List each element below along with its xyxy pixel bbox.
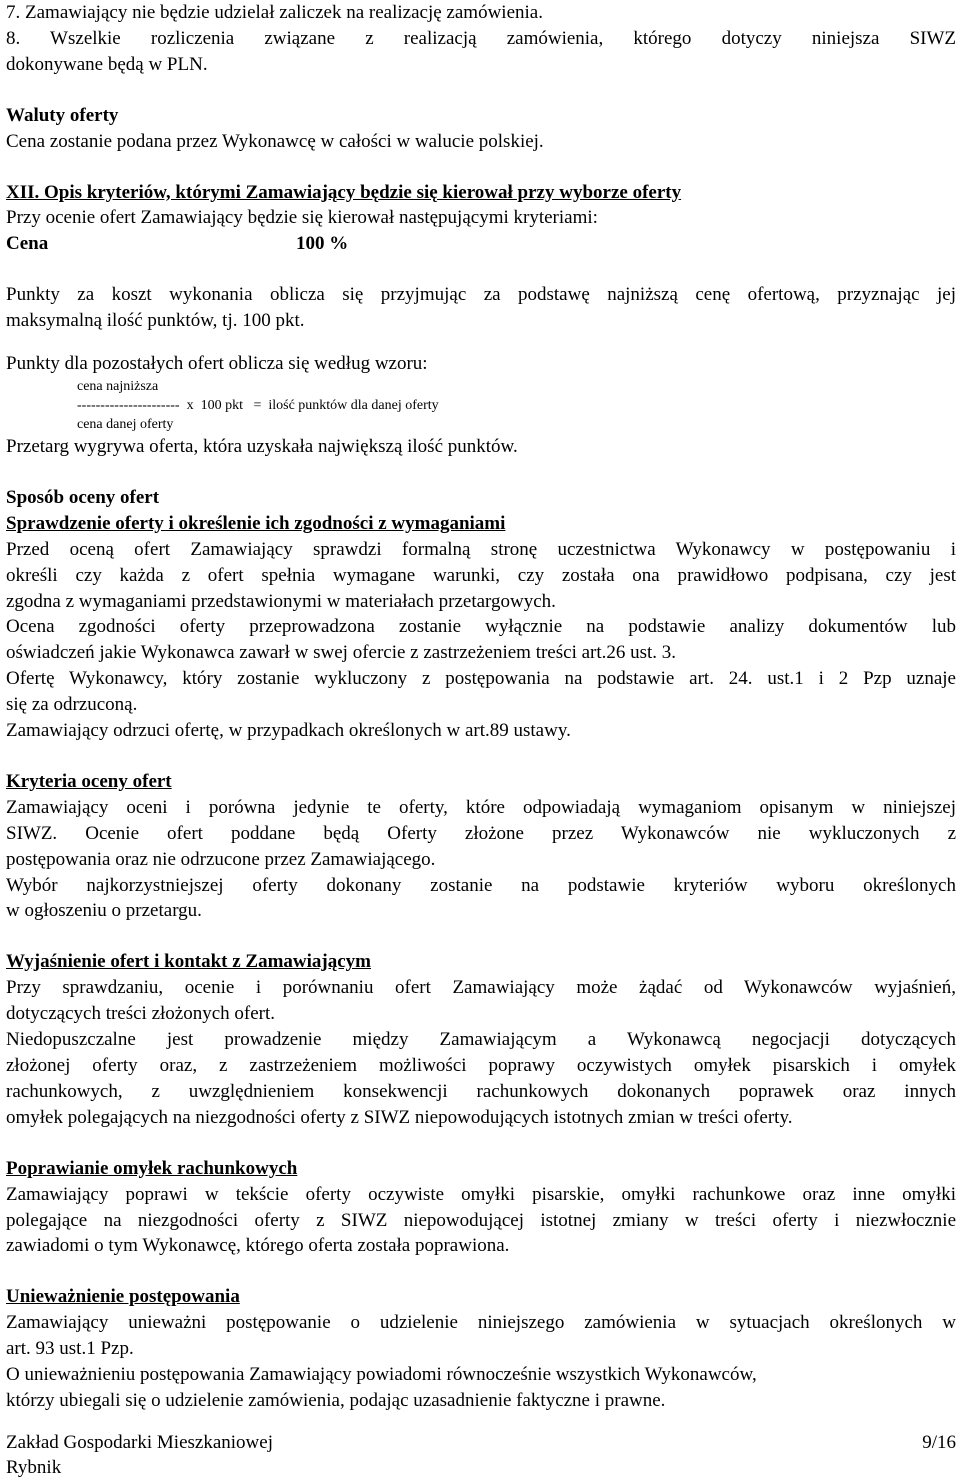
points-formula [6,377,956,434]
wyjasnienie-p2-line1: Niedopuszczalne jest prowadzenie między Zamawiającym a Wykonawcą negocjacji dotyczących [6,1029,956,1051]
sposob-p1-line2: określi czy każda z ofert spełnia wymagane warunki, czy została ona prawidłowo podpisana, czy jest [6,564,956,586]
wyjasnienie-p2-line3: rachunkowych, z uwzględnieniem konsekwencji rachunkowych dokonanych poprawek oraz innych [6,1080,956,1102]
kryteria-p1-line1: Zamawiający oceni i porówna jedynie te oferty, które odpowiadają wymaganiom opisanym w niniejszej [6,796,956,818]
waluty-heading: Waluty oferty [6,104,119,126]
formula-numerator: cena najniższa [77,378,159,394]
kryteria-p2-line2: w ogłoszeniu o przetargu. [6,900,202,922]
item-7: 7. Zamawiający nie będzie udzielał zaliczek na realizację zamówienia. [6,2,543,23]
criteria-intro: Przy ocenie ofert Zamawiający będzie się kierował następującymi kryteriami: [6,207,598,229]
wyjasnienie-p1-line1: Przy sprawdzaniu, ocenie i porównaniu ofert Zamawiający może żądać od Wykonawców wyjaśnień, [6,977,956,999]
section-12-heading: XII. Opis kryteriów, którymi Zamawiający będzie się kierował przy wyborze oferty [6,181,682,203]
cena-value: 100 % [296,233,349,255]
sposob-p1-line1: Przed oceną ofert Zamawiający sprawdzi formalną stronę uczestnictwa Wykonawcy w postępowaniu i [6,538,956,560]
wyjasnienie-p1-line2: dotyczących treści złożonych ofert. [6,1003,276,1025]
wyjasnienie-heading: Wyjaśnienie ofert i kontakt z Zamawiającym [6,951,371,973]
uniewaznienie-p2-line2: którzy ubiegali się o udzielenie zamówienia, podając uzasadnienie faktyczne i prawne. [6,1389,666,1411]
wyjasnienie-p2-line4: omyłek polegających na niezgodności oferty z SIWZ niepowodujących istotnych zmian w treści oferty. [6,1106,793,1128]
sposob-heading: Sposób oceny ofert [6,486,160,508]
uniewaznienie-p1-line2: art. 93 ust.1 Pzp. [6,1338,134,1360]
footer-org-name: Zakład Gospodarki Mieszkaniowej [6,1432,273,1453]
kryteria-p1-line3: postępowania oraz nie odrzucone przez Zamawiającego. [6,848,436,870]
item-8-line1: 8. Wszelkie rozliczenia związane z realizacją zamówienia, którego dotyczy niniejsza SIWZ [6,27,956,49]
poprawianie-p1-line1: Zamawiający poprawi w tekście oferty oczywiste omyłki pisarskie, omyłki rachunkowe oraz inne omyłki [6,1183,956,1205]
uniewaznienie-p1-line1: Zamawiający unieważni postępowanie o udzielenie niniejszego zamówienia w sytuacjach określonych w [6,1312,956,1334]
kryteria-p1-line2: SIWZ. Ocenie ofert poddane będą Oferty złożone przez Wykonawców nie wykluczonych z [6,822,956,844]
uniewaznienie-p2-line1: O unieważnieniu postępowania Zamawiający powiadomi równocześnie wszystkich Wykonawców, [6,1364,757,1386]
poprawianie-p1-line3: zawiadomi o tym Wykonawcę, którego oferta została poprawiona. [6,1235,510,1257]
cena-criterion [6,231,956,257]
sposob-p4: Zamawiający odrzuci ofertę, w przypadkach określonych w art.89 ustawy. [6,720,571,742]
waluty-text: Cena zostanie podana przez Wykonawcę w całości w walucie polskiej. [6,130,544,152]
poprawianie-heading: Poprawianie omyłek rachunkowych [6,1157,298,1179]
sposob-p2-line2: oświadczeń jakie Wykonawca zawarł w swej ofercie z zastrzeżeniem treści art.26 ust. 3. [6,642,677,664]
wyjasnienie-p2-line2: złożonej oferty oraz, z zastrzeżeniem możliwości poprawy oczywistych omyłek pisarskich i omyłek [6,1055,956,1076]
poprawianie-p1-line2: polegające na niezgodności oferty z SIWZ niepowodującej istotnej zmiany w treści oferty i niezwłocznie [6,1209,956,1231]
formula-denominator: cena danej oferty [77,416,174,432]
cena-label: Cena [6,233,49,255]
points-line1: Punkty za koszt wykonania oblicza się przyjmując za podstawę najniższą cenę ofertową, przyznając jej [6,284,956,306]
kryteria-heading: Kryteria oceny ofert [6,770,172,792]
page-footer [6,1430,956,1480]
sposob-p1-line3: zgodna z wymaganiami przedstawionymi w materiałach przetargowych. [6,590,556,612]
page-number: 9/16 [922,1432,956,1453]
kryteria-p2-line1: Wybór najkorzystniejszej oferty dokonany zostanie na podstawie kryteriów wyboru określonych [6,874,956,896]
formula-intro: Punkty dla pozostałych ofert oblicza się według wzoru: [6,353,428,375]
formula-fraction-line: ---------------------- x 100 pkt = ilość punktów dla danej oferty [77,397,439,413]
sposob-p2-line1: Ocena zgodności oferty przeprowadzona zostanie wyłącznie na podstawie analizy dokumentów lub [6,616,956,638]
document-page [6,0,956,1414]
sposob-subheading: Sprawdzenie oferty i określenie ich zgodności z wymaganiami [6,512,506,534]
winner-rule: Przetarg wygrywa oferta, która uzyskała największą ilość punktów. [6,435,518,457]
item-8-line2: dokonywane będą w PLN. [6,53,208,75]
footer-city: Rybnik [6,1457,62,1478]
points-line2: maksymalną ilość punktów, tj. 100 pkt. [6,310,305,332]
uniewaznienie-heading: Unieważnienie postępowania [6,1286,240,1308]
sposob-p3-line2: się za odrzuconą. [6,694,138,716]
sposob-p3-line1: Ofertę Wykonawcy, który zostanie wykluczony z postępowania na podstawie art. 24. ust.1 i 2 Pzp uznaje [6,668,956,690]
